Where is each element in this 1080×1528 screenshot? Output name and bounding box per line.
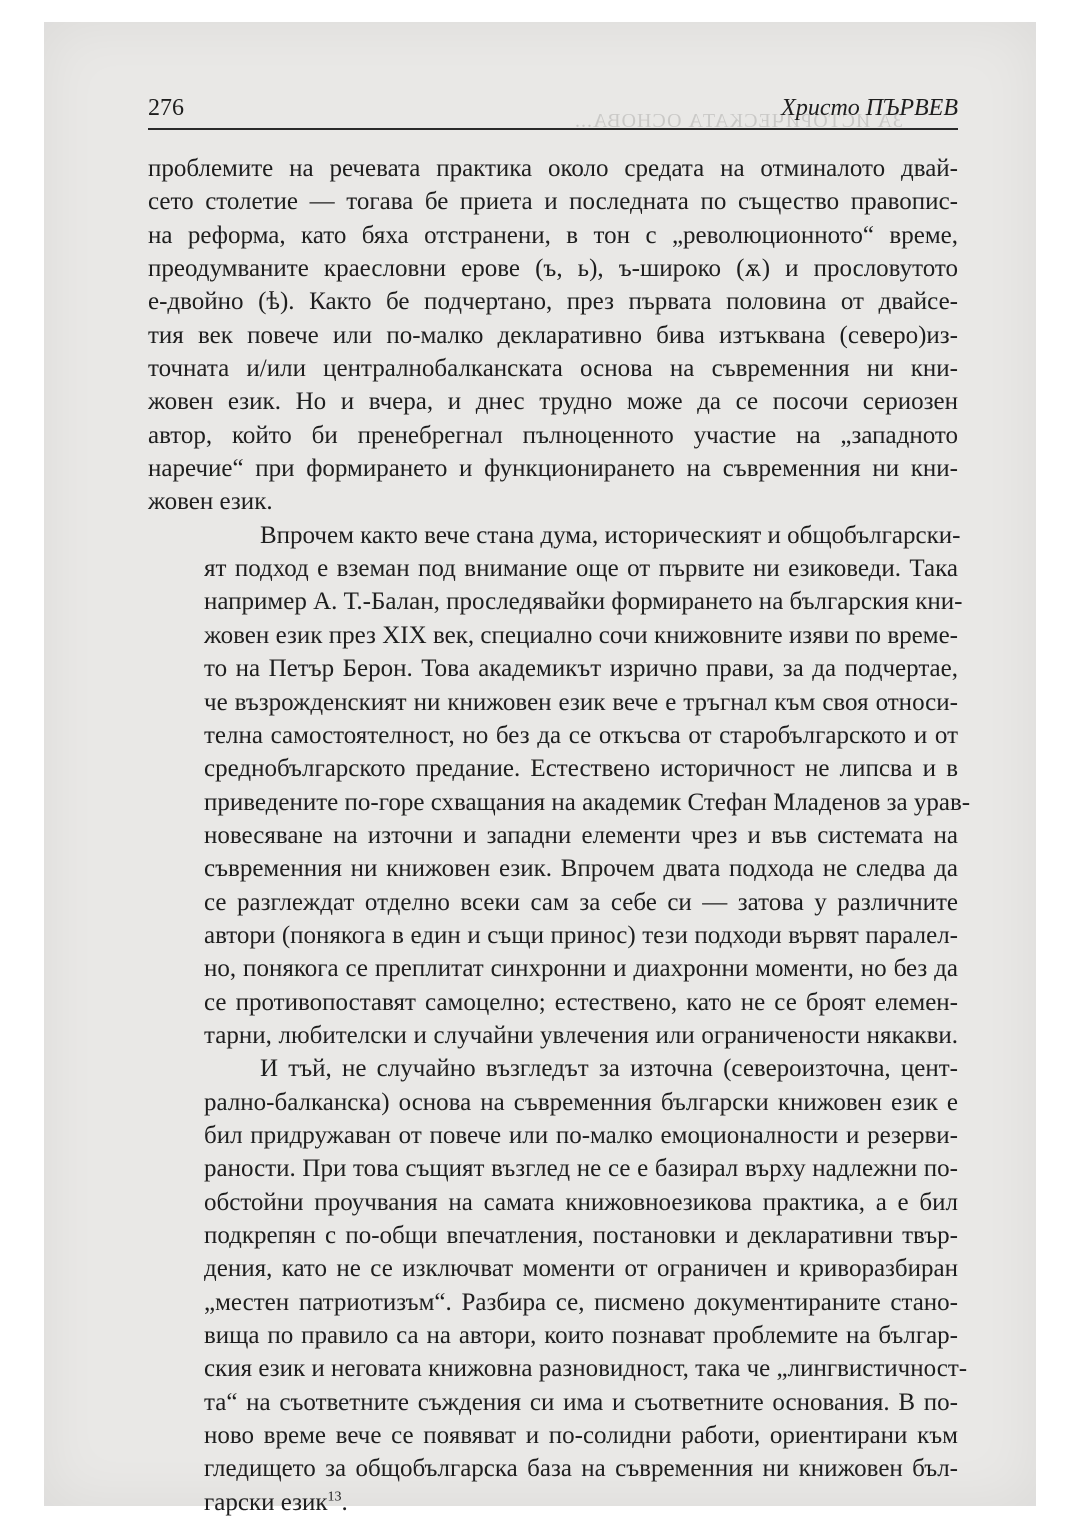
text-line: вища по правило са на автори, които познават проблемите на българ- xyxy=(204,1322,958,1350)
paragraph-3 xyxy=(148,1052,968,1519)
text-line: гледището за общобългарска база на съвременния ни книжовен бъл- xyxy=(204,1455,958,1483)
bleed-through-text: ЗА ИСТОРИЧЕСКАТА ОСНОВА... xyxy=(574,110,903,132)
text-line: например А. Т.-Балан, проследявайки формирането на българския кни- xyxy=(204,588,963,616)
text-line-final xyxy=(148,1486,958,1519)
text-line: И тъй, не случайно възгледът за източна (североизточна, цент- xyxy=(260,1055,958,1083)
text-line: новесяване на източни и западни елементи чрез и във системата на xyxy=(204,821,958,849)
text-line: раности. При това същият възглед не се е базирал върху надлежни по- xyxy=(204,1155,958,1183)
text-line: „местен патриотизъм“. Разбира се, писмено документираните стано- xyxy=(204,1288,958,1316)
text-line: обстойни проучвания на самата книжовноезикова практика, а е бил xyxy=(204,1188,958,1216)
text-line: точната и/или централнобалканската основа на съвременния ни кни- xyxy=(148,355,958,383)
text-line: жовен език. Но и вчера, и днес трудно може да се посочи сериозен xyxy=(148,388,958,416)
text-line: че възрожденският ни книжовен език вече е тръгнал към своя относи- xyxy=(204,688,958,716)
text-line: ят подход е вземан под внимание още от първите ни езиковеди. Така xyxy=(204,555,958,583)
body-text xyxy=(148,152,971,1519)
text-line: на реформа, като бяха отстранени, в тон с „революционното“ време, xyxy=(148,221,958,249)
page-number: 276 xyxy=(148,95,184,121)
text-line: но, понякога се преплитат синхронни и диахронни моменти, но без да xyxy=(204,955,958,983)
text-line: тия век повече или по-малко декларативно бива изтъквана (северо)из- xyxy=(148,321,958,349)
text-fragment: гарски език xyxy=(204,1488,328,1516)
text-line: съвременния ни книжовен език. Впрочем двата подхода не следва да xyxy=(204,855,958,883)
paragraph-1 xyxy=(148,152,958,519)
text-line: рално-балканска) основа на съвременния български книжовен език е xyxy=(204,1088,958,1116)
paragraph-2 xyxy=(148,519,971,1053)
text-line: се разглеждат отделно всеки сам за себе си — затова у различните xyxy=(204,888,958,916)
text-line: тарни, любителски и случайни увлечения или ограничености някакви. xyxy=(204,1021,958,1049)
text-line: автори (понякога в един и същи принос) тези подходи вървят паралел- xyxy=(204,921,958,949)
text-line: е-двойно (ѣ). Както бе подчертано, през първата половина от двайсе- xyxy=(148,288,958,316)
text-line: сето столетие — тогава бе приета и последната по същество правопис- xyxy=(148,188,958,216)
text-line: се противопоставят самоцелно; естествено, като не се броят елемен- xyxy=(204,988,958,1016)
text-line: ново време вече се появяват и по-солидни работи, ориентирани към xyxy=(204,1422,958,1450)
text-line: среднобългарското предание. Естествено историчност не липсва и в xyxy=(204,755,958,783)
text-line: дения, като не се изключват моменти от ограничен и криворазбиран xyxy=(204,1255,958,1283)
text-line: та“ на съответните съждения си има и съответните основания. В по- xyxy=(204,1388,958,1416)
text-line: автор, който би пренебрегнал пълноценното участие на „западното xyxy=(148,421,958,449)
text-line: Впрочем както вече стана дума, историческият и общобългарски- xyxy=(260,521,961,549)
text-line: подкрепян с по-общи впечатления, постановки и декларативни твър- xyxy=(204,1222,958,1249)
text-line: проблемите на речевата практика около средата на отминалото двай- xyxy=(148,155,958,182)
text-line: ския език и неговата книжовна разновидност, така че „лингвистичност- xyxy=(204,1355,968,1383)
text-line: жовен език през XIX век, специално сочи книжовните изяви по време- xyxy=(204,621,958,649)
text-line: преодумваните краесловни ерове (ъ, ь), ъ-широко (ѫ) и прословутото xyxy=(148,255,958,283)
page-header xyxy=(148,95,958,129)
end-punctuation: . xyxy=(341,1488,348,1516)
header-rule xyxy=(148,128,958,130)
text-line: жовен език. xyxy=(148,488,273,516)
running-head: Христо ПЪРВЕВ xyxy=(781,95,958,121)
text-line: наречие“ при формирането и функционирането на съвременния ни кни- xyxy=(148,455,958,483)
text-line: приведените по-горе схващания на академик Стефан Младенов за урав- xyxy=(204,788,971,816)
footnote-reference[interactable]: 13 xyxy=(327,1489,342,1505)
text-line: бил придружаван от повече или по-малко емоционалности и резерви- xyxy=(204,1121,958,1149)
text-line: телна самостоятелност, но без да се откъсва от старобългарското и от xyxy=(204,721,958,749)
text-line: то на Петър Берон. Това академикът изрично прави, за да подчертае, xyxy=(204,655,958,683)
